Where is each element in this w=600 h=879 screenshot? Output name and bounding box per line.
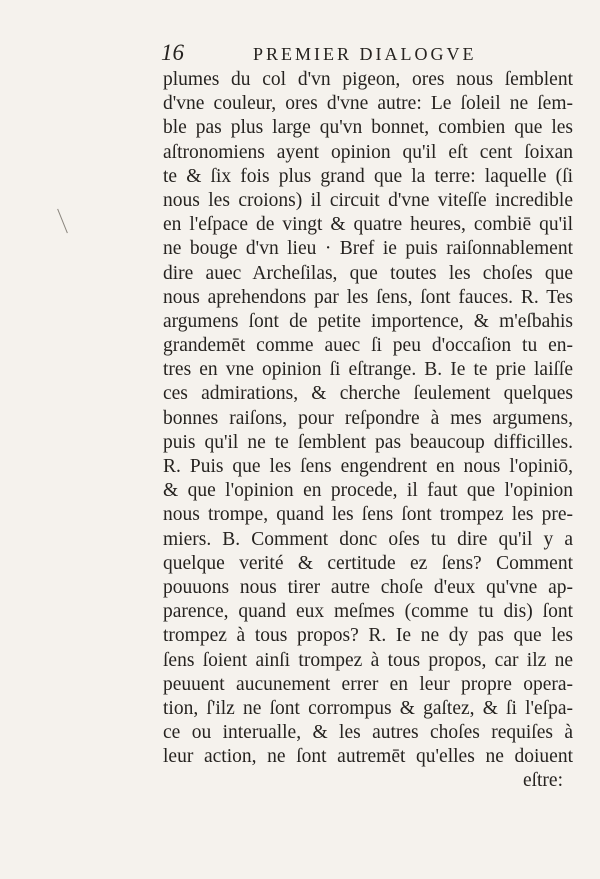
text-line: dire auec Archeſilas, que toutes les choſes que [163,262,573,284]
text-line: ble pas plus large qu'vn bonnet, combien que les [163,117,573,139]
text-line: aſtronomiens ayent opinion qu'il eſt cent ſoixan [163,141,573,163]
text-line: bonnes raiſons, pour reſpondre à mes argumens, [163,407,573,429]
text-line: quelque verité & certitude ez ſens? Comment [163,552,573,574]
text-line: plumes du col d'vn pigeon, ores nous ſemblent [163,69,573,90]
page-number: 16 [161,40,184,65]
text-line: pouuons nous tirer autre choſe d'eux qu'vne ap- [163,576,573,598]
text-line: grandemēt comme auec ſi peu d'occaſion tu en- [163,335,573,357]
text-line: miers. B. Comment donc oſes tu dire qu'il y a [163,528,573,550]
page-header [161,40,571,70]
text-line: leur action, ne ſont autremēt qu'elles ne doiuent [163,746,573,768]
text-line: nous aprehendons par les ſens, ſont fauces. R. Tes [163,286,573,308]
catchword: eſtre: [522,770,563,792]
text-line: ce ou interualle, & les autres choſes requiſes à [163,722,573,744]
text-line: te & ſix fois plus grand que la terre: laquelle (ſi [163,165,573,187]
text-line: & que l'opinion en procede, il faut que l'opinion [163,480,573,502]
text-line: parence, quand eux meſmes (comme tu dis) ſont [163,601,573,623]
body-text [163,68,573,794]
margin-pencil-mark [57,209,68,233]
text-line: R. Puis que les ſens engendrent en nous l'opiniō, [163,456,573,477]
text-line: argumens ſont de petite importence, & m'eſbahis [163,310,573,332]
text-line: tres en vne opinion ſi eſtrange. B. Ie te prie laiſſe [163,359,573,381]
text-line: trompez à tous propos? R. Ie ne dy pas que les [163,625,573,647]
text-line: puis qu'il ne te ſemblent pas beaucoup difficilles. [163,431,573,453]
text-line: nous trompe, quand les ſens ſont trompez les pre- [163,504,573,526]
text-line: tion, ſ'ilz ne ſont corrompus & gaſtez, & ſi l'eſpa- [163,697,573,719]
text-line: ſens ſoient ainſi trompez à tous propos, car ilz ne [163,649,573,671]
running-head: PREMIER DIALOGVE [253,44,477,64]
text-line: d'vne couleur, ores d'vne autre: Le ſoleil ne ſem- [163,93,573,115]
text-line: ces admirations, & cherche ſeulement quelques [163,383,573,405]
text-line: en l'eſpace de vingt & quatre heures, combiē qu'il [163,214,573,236]
text-line: peuuent aucunement errer en leur propre opera- [163,673,573,695]
text-line: ne bouge d'vn lieu · Bref ie puis raiſonnablement [163,238,573,260]
text-line: nous les croions) il circuit d'vne viteſſe incredible [163,189,573,211]
